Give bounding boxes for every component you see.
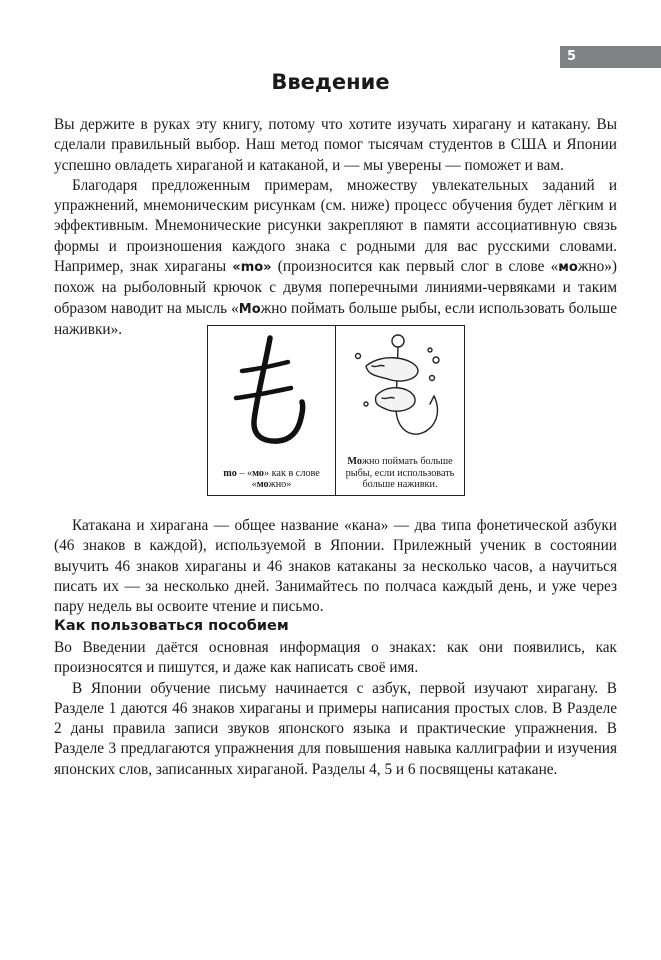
kana-section <box>54 516 617 617</box>
figure-left-caption <box>211 468 332 491</box>
caption-text: Мо <box>347 456 362 468</box>
figure-kana-panel <box>208 326 336 495</box>
intro-paragraph-1 <box>54 115 617 176</box>
kana-paragraph: Катакана и хирагана — общее название «кана» — два типа фонетической азбуки (46 знаков в каждой), используемой в Японии. Прилежный ученик в состоянии выучить 46 знаков хираганы и 46 знаков катаканы за несколько часов, а научиться писать их — за несколько дней. Занимайтесь по полчаса каждый день, и уже через пару недель вы освоите чтение и письмо. <box>54 517 617 616</box>
intro-text: (произносится как первый слог в слове « <box>271 258 559 276</box>
how-to-paragraph-1: Во Введении даётся основная информация о знаках: как они появились, как произносятся и пишутся, и даже как написать своё имя. <box>54 639 617 677</box>
caption-text: мо <box>252 467 264 479</box>
caption-text: » как в слове « <box>251 467 320 491</box>
fishhook-worms-icon <box>336 326 463 456</box>
caption-text: mo <box>223 467 237 479</box>
caption-text: жно поймать больше рыбы, если использовать больше наживки. <box>345 456 455 491</box>
bold-mo-syllable: мо <box>558 260 578 276</box>
page-title: Введение <box>271 70 390 94</box>
caption-text: мо <box>256 479 269 491</box>
page-number-tab: 5 <box>560 46 661 68</box>
caption-text: – « <box>236 467 253 479</box>
figure-illustration-panel <box>336 326 464 495</box>
how-to-section <box>54 638 617 780</box>
intro-section <box>54 115 617 340</box>
intro-paragraph-2 <box>54 176 617 340</box>
intro-text: Вы держите в руках эту книгу, потому что хотите изучать хирагану и катакану. Вы сделали правильный выбор. Наш метод помог тысячам студентов в США и Японии успешно овладеть хираганой и катаканой, и — мы уверены — поможет и вам. <box>54 116 617 174</box>
how-to-paragraph-2: В Японии обучение письму начинается с азбук, первой изучают хирагану. В Разделе 1 даются 46 знаков хираганы и примеры написания простых слов. В Разделе 2 даны правила записи звуков японского языка и практические упражнения. В Разделе 3 предлагаются упражнения для повышения навыка каллиграфии и изучения японских слов, записанных хираганой. Разделы 4, 5 и 6 посвящены катакане. <box>54 679 617 778</box>
caption-text: жно» <box>268 479 292 491</box>
bold-mo-term: «mo» <box>232 260 272 276</box>
intro-text: жно») похож на рыболовный крючок с двумя поперечными линиями-червяками и таким образом наводит на мысль « <box>54 258 617 317</box>
bold-mo-syllable: Мо <box>238 301 261 317</box>
mnemonic-figure <box>207 325 465 496</box>
figure-right-caption <box>339 456 461 491</box>
intro-text: жно поймать больше рыбы, если использовать больше наживки». <box>54 299 617 338</box>
section-heading: Как пользоваться пособием <box>54 618 289 634</box>
intro-text: Благодаря предложенным примерам, множеству увлекательных заданий и упражнений, мнемоническим рисункам (см. ниже) процесс обучения будет лёгким и эффективным. Мнемонические рисунки закрепляют в памяти ассоциативную связь формы и произношения каждого знака с родными для вас русскими словами. Например, знак хираганы <box>54 176 617 276</box>
